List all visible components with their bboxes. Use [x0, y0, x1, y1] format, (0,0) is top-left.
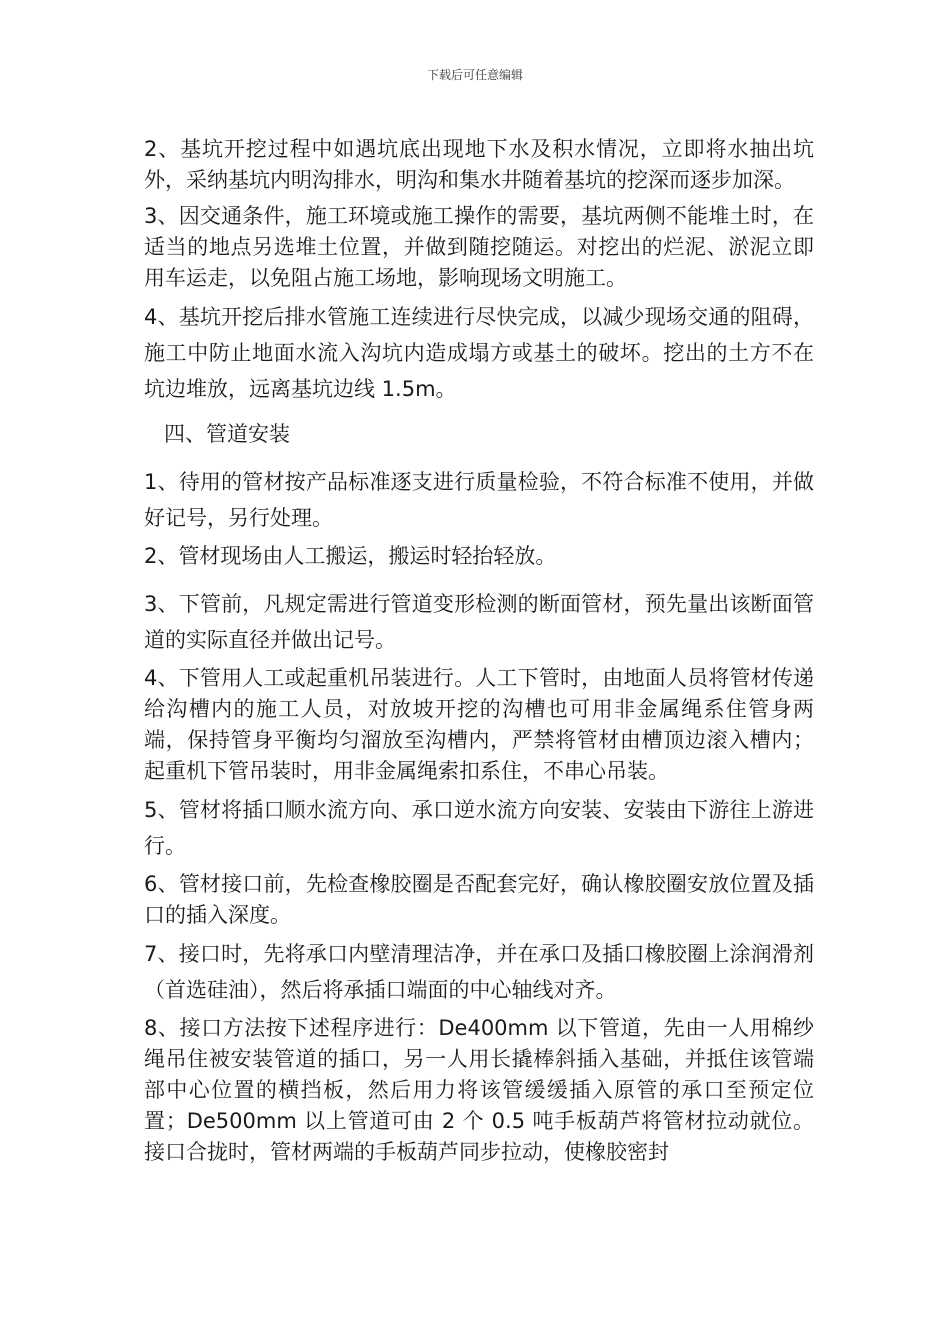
document-body — [144, 134, 814, 1173]
paragraph-gasket-check: 6、管材接口前，先检查橡胶圈是否配套完好，确认橡胶圈安放位置及插口的插入深度。 — [144, 872, 814, 927]
paragraph-pipe-handling: 2、管材现场由人工搬运，搬运时轻抬轻放。 — [144, 544, 557, 568]
paragraph-soil-stacking: 3、因交通条件，施工环境或施工操作的需要，基坑两侧不能堆土时，在适当的地点另选堆土位置，并做到随挖随运。对挖出的烂泥、淤泥立即用车运走，以免阻占施工场地，影响现场文明施工。 — [144, 204, 814, 290]
paragraph-dewatering: 2、基坑开挖过程中如遇坑底出现地下水及积水情况，立即将水抽出坑外，采纳基坑内明沟排水，明沟和集水井随着基坑的挖深而逐步加深。 — [144, 137, 814, 192]
paragraph-joint-lubrication: 7、接口时，先将承口内壁清理洁净，并在承口及插口橡胶圈上涂润滑剂（首选硅油），然后将承插口端面的中心轴线对齐。 — [144, 942, 814, 1002]
paragraph-pipe-lowering: 4、下管用人工或起重机吊装进行。人工下管时，由地面人员将管材传递给沟槽内的施工人员，对放坡开挖的沟槽也可用非金属绳系住管身两端，保持管身平衡均匀溜放至沟槽内，严禁将管材由槽顶边滚入槽内；起重机下管吊装时，用非金属绳索扣系住，不串心吊装。 — [144, 666, 814, 783]
paragraph-joint-method: 8、接口方法按下述程序进行：De400mm 以下管道，先由一人用棉纱绳吊住被安装管道的插口，另一人用长撬棒斜插入基础，并抵住该管端部中心位置的横挡板，然后用力将该管缓缓插入原管的承口至预定位置；De500mm 以上管道可由 2 个 0.5 吨手板葫芦将管材拉动就位。接口合拢时，管材两端的手板葫芦同步拉动，使橡胶密封 — [144, 1016, 814, 1164]
paragraph-pipe-inspection: 1、待用的管材按产品标准逐支进行质量检验，不符合标准不使用，并做好记号，另行处理。 — [144, 470, 814, 530]
page-header-note: 下载后可任意编辑 — [426, 68, 523, 82]
section-heading-pipe-installation: 四、管道安装 — [164, 422, 290, 446]
paragraph-pipe-direction: 5、管材将插口顺水流方向、承口逆水流方向安装、安装由下游往上游进行。 — [144, 798, 814, 858]
paragraph-continuous-construction: 4、基坑开挖后排水管施工连续进行尽快完成，以减少现场交通的阻碍，施工中防止地面水流入沟坑内造成塌方或基土的破坏。挖出的土方不在坑边堆放，远离基坑边线 1.5m。 — [144, 305, 814, 401]
paragraph-pipe-measurement: 3、下管前，凡规定需进行管道变形检测的断面管材，预先量出该断面管道的实际直径并做出记号。 — [144, 592, 814, 652]
